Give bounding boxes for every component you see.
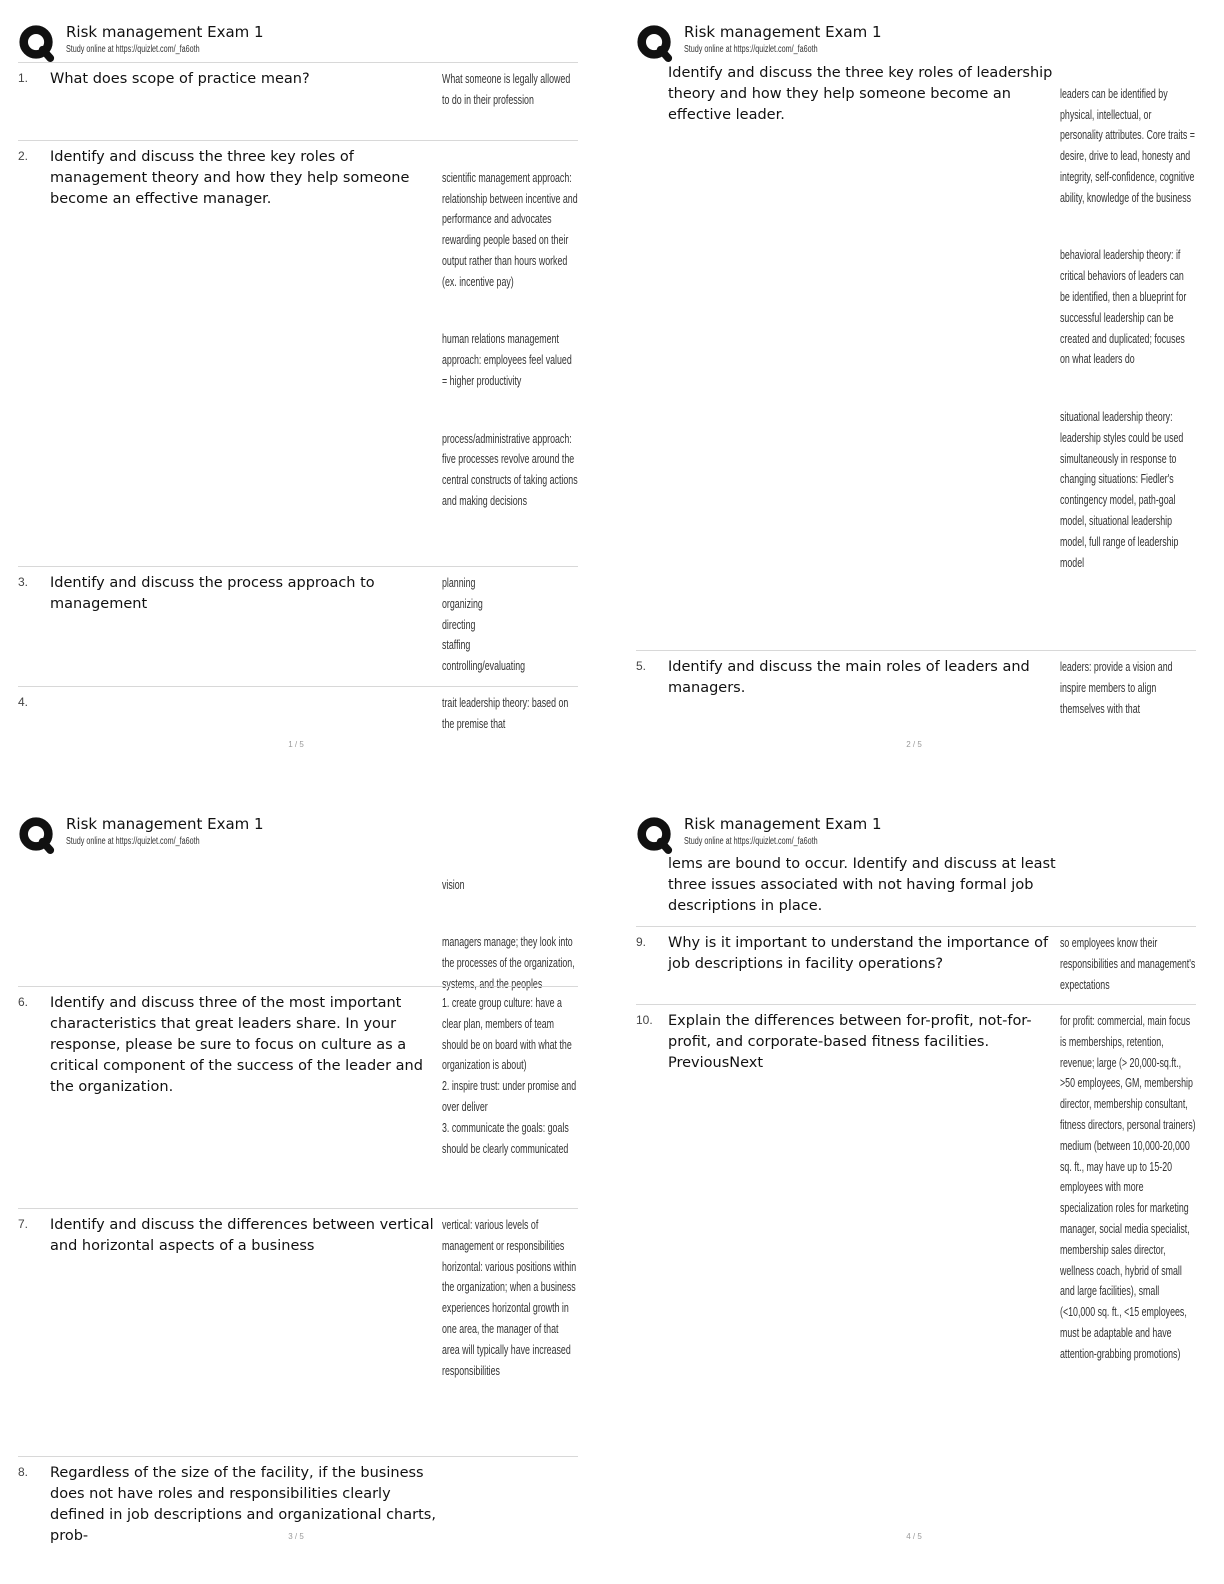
card-row — [636, 850, 1196, 926]
page-header — [636, 18, 1196, 62]
card-answer — [442, 69, 578, 127]
quizlet-logo-icon — [18, 816, 56, 854]
quizlet-logo-icon — [18, 24, 56, 62]
page-1 — [18, 18, 598, 778]
card-number: 9. — [636, 935, 647, 949]
card-row — [18, 566, 578, 687]
answer-paragraph: leaders can be identified by physical, intellectual, or personality attributes. Core traits = desire, drive to lead, honesty and integrity, self-confidence, cognitive ability, knowledge of the business — [1060, 85, 1195, 205]
answer-paragraph: process/administrative approach: five processes revolve around the central constructs of taking actions and making decisions — [442, 430, 578, 508]
card-row — [18, 986, 578, 1209]
page-number: 2 / 5 — [906, 740, 922, 749]
card-number: 2. — [18, 149, 29, 163]
card-number: 6. — [18, 995, 29, 1009]
answer-paragraph: situational leadership theory: leadership styles could be used simultaneously in response to changing situations: Fiedler's contingency model, path-goal model, situational leadership model, full range of leadership model — [1060, 408, 1184, 570]
card-answer — [442, 993, 578, 1175]
card-row — [18, 62, 578, 141]
card-number: 1. — [18, 71, 29, 85]
page-header — [18, 810, 578, 854]
answer-paragraph: human relations management approach: employees feel valued = higher productivity — [442, 331, 572, 388]
answer-paragraph: vertical: various levels of management or responsibilities horizontal: various positions within the organization; when a business experiences horizontal growth in one area, the manager of that area will typically have increased responsibilities — [442, 1217, 577, 1378]
card-row — [636, 650, 1196, 739]
card-row — [636, 1004, 1196, 1531]
card-question: Why is it important to understand the importance of job descriptions in facility operations? — [668, 935, 1049, 972]
card-number: 4. — [18, 695, 29, 709]
study-online-link[interactable]: Study online at https://quizlet.com/_fa6oth — [66, 44, 200, 55]
page-3 — [18, 810, 598, 1570]
page-header — [636, 810, 1196, 854]
card-row — [636, 926, 1196, 1005]
page-number: 1 / 5 — [288, 740, 304, 749]
card-question: Identify and discuss the process approach to management — [50, 575, 375, 612]
card-answer — [442, 147, 578, 549]
page-2 — [636, 18, 1216, 778]
page-number: 3 / 5 — [288, 1532, 304, 1541]
card-answer — [442, 693, 578, 751]
card-row — [18, 1208, 578, 1457]
card-row — [18, 686, 578, 739]
answer-paragraph: vision — [442, 876, 465, 892]
card-number: 7. — [18, 1217, 29, 1231]
card-question: lems are bound to occur. Identify and discuss at least three issues associated with not having formal job descriptions in place. — [668, 856, 1056, 914]
card-answer — [442, 1215, 578, 1397]
card-row — [18, 850, 578, 991]
card-number: 8. — [18, 1465, 29, 1479]
quizlet-logo-icon — [636, 816, 674, 854]
card-answer — [1060, 657, 1196, 735]
answer-paragraph: for profit: commercial, main focus is memberships, retention, revenue; large (> 20,000-sq.ft., >50 employees, GM, membership director, membership consultant, fitness directors, personal trainers) medium (between 10,000-20,000 sq. ft., may have up to 15-20 employees with more specialization roles for marketing manager, social media specialist, membership sales director, wellness coach, hybrid of small and large facilities), small (<10,000 sq. ft., <15 employees, must be adaptable and have attention-grabbing promotions) — [1060, 1013, 1196, 1361]
card-number: 5. — [636, 659, 647, 673]
card-row — [636, 58, 1196, 650]
answer-paragraph: planning organizing directing staffing controlling/evaluating — [442, 575, 526, 674]
card-question: Identify and discuss the differences between vertical and horizontal aspects of a business — [50, 1217, 434, 1254]
page-number: 4 / 5 — [906, 1532, 922, 1541]
answer-paragraph: leaders: provide a vision and inspire members to align themselves with that — [1060, 659, 1173, 716]
answer-paragraph: What someone is legally allowed to do in their profession — [442, 71, 571, 107]
answer-paragraph: 1. create group culture: have a clear plan, members of team should be on board with what the organization is about) 2. inspire trust: under promise and over deliver 3. communicate the goals: goals should be clearly communicated — [442, 995, 577, 1156]
doc-title: Risk management Exam 1 — [684, 815, 882, 833]
page-header — [18, 18, 578, 62]
card-question: Identify and discuss the three key roles of leadership theory and how they help someone become an effective leader. — [668, 65, 1053, 123]
card-answer — [1060, 1011, 1196, 1381]
card-row — [18, 140, 578, 567]
answer-paragraph: behavioral leadership theory: if critical behaviors of leaders can be identified, then a blueprint for successful leadership can be created and duplicated; focuses on what leaders do — [1060, 247, 1187, 367]
doc-title: Risk management Exam 1 — [66, 815, 264, 833]
card-question: Explain the differences between for-profit, not-for-profit, and corporate-based fitness facilities. PreviousNext — [668, 1013, 1032, 1071]
answer-paragraph: so employees know their responsibilities and management's expectations — [1060, 935, 1196, 992]
study-online-link[interactable]: Study online at https://quizlet.com/_fa6oth — [684, 836, 818, 847]
doc-title: Risk management Exam 1 — [684, 23, 882, 41]
doc-title: Risk management Exam 1 — [66, 23, 264, 41]
card-number: 3. — [18, 575, 29, 589]
card-question: Identify and discuss three of the most important characteristics that great leaders share. In your response, please be sure to focus on culture as a critical component of the success of the leader and the organization. — [50, 995, 423, 1095]
page-4 — [636, 810, 1216, 1570]
study-online-link[interactable]: Study online at https://quizlet.com/_fa6oth — [66, 836, 200, 847]
card-answer — [1060, 63, 1196, 610]
answer-paragraph: managers manage; they look into the processes of the organization, systems, and the peoples — [442, 934, 575, 991]
study-online-link[interactable]: Study online at https://quizlet.com/_fa6oth — [684, 44, 818, 55]
card-question: Regardless of the size of the facility, if the business does not have roles and responsibilities clearly defined in job descriptions and organizational charts, prob- — [50, 1465, 436, 1544]
card-answer — [442, 573, 578, 693]
card-question: What does scope of practice mean? — [50, 71, 310, 87]
card-question: Identify and discuss the main roles of leaders and managers. — [668, 659, 1030, 696]
answer-paragraph: trait leadership theory: based on the premise that — [442, 695, 569, 731]
quizlet-logo-icon — [636, 24, 674, 62]
answer-paragraph: scientific management approach: relationship between incentive and performance and advocates rewarding people based on their output rather than hours worked (ex. incentive pay) — [442, 169, 578, 289]
card-answer — [1060, 933, 1196, 1011]
card-number: 10. — [636, 1013, 653, 1027]
card-question: Identify and discuss the three key roles of management theory and how they help someone become an effective manager. — [50, 149, 410, 207]
